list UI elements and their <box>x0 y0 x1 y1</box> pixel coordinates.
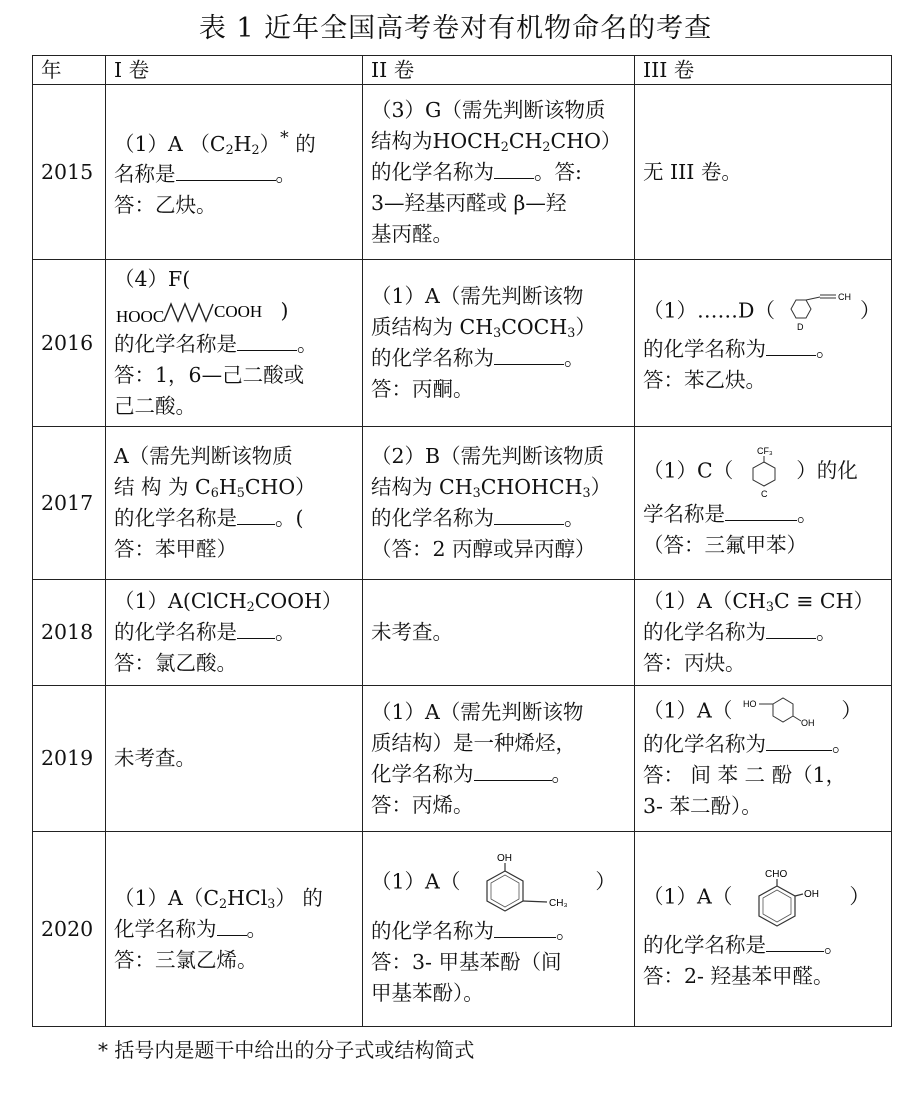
cell-2018-paper-3: $(1)A(CH_3C \equiv CH)$ 的化学名称为 。 答：丙炔。 <box>635 580 892 686</box>
svg-text:CF₃: CF₃ <box>756 446 773 456</box>
phenylacetylene-structure <box>782 290 854 334</box>
table-row-2015 <box>33 85 892 260</box>
answer-blank <box>494 918 556 937</box>
svg-text:OH: OH <box>496 852 512 864</box>
year-cell: 2016 <box>33 260 106 427</box>
cell-2020-paper-1: $(1)A(C_2HCl_3)$ 的 化学名称为 。 答：三氯乙烯。 <box>106 832 363 1027</box>
table-title: 表 1 近年全国高考卷对有机物命名的考查 <box>198 13 713 44</box>
cell-2019-paper-3: （1）A（ HO OH ） 的化学名称为 。 答： 间 苯 二 酚（1， 3- 苯二酚）。 <box>635 686 892 832</box>
salicylaldehyde-structure <box>739 866 843 930</box>
svg-text:COOH: COOH <box>214 302 263 321</box>
year-cell: 2017 <box>33 427 106 580</box>
answer-blank <box>766 620 816 639</box>
cell-2015-paper-2: （3）G（需先判断该物质 结构为$HOCH_2CH_2CHO$） 的化学名称为 。答: 3—羟基丙醛或 β—羟 基丙醛。 <box>363 85 635 260</box>
trifluorotoluene-structure <box>740 445 790 499</box>
header-paper-2: II 卷 <box>363 56 635 85</box>
svg-text:C: C <box>760 489 768 499</box>
cell-2016-paper-1: （4）F( HOOC COOH ) 的化学名称是 。 答：1，6—己二酸或 己二酸。 <box>106 260 363 427</box>
exam-table <box>32 55 892 1027</box>
header-row <box>33 56 892 85</box>
svg-text:HOOC: HOOC <box>116 307 165 326</box>
cell-2019-paper-1: 未考查。 <box>106 686 363 832</box>
answer-blank <box>494 506 564 525</box>
answer-blank <box>217 916 247 935</box>
svg-text:CH: CH <box>837 292 851 302</box>
cell-2015-paper-3: 无 III 卷。 <box>635 85 892 260</box>
year-cell: 2018 <box>33 580 106 686</box>
cell-2016-paper-2: （1）A（需先判断该物 质结构为 $CH_3COCH_3$） 的化学名称为 。 答：丙酮。 <box>363 260 635 427</box>
answer-blank <box>176 162 276 181</box>
cell-2020-paper-2: （1）A（ OH CH₃ ） 的化学名称为 。 答：3- 甲基苯酚（间 甲基苯酚）。 <box>363 832 635 1027</box>
cell-2017-paper-1: A（需先判断该物质 结 构 为 $C_6H_5CHO$） 的化学名称是 。( 答：苯甲醛） <box>106 427 363 580</box>
cell-2015-paper-1: （1）A $(C_2H_2)^*$ 的 名称是 。 答：乙炔。 <box>106 85 363 260</box>
cell-2016-paper-3: （1）……D（ CH D ） 的化学名称为 。 答：苯乙炔。 <box>635 260 892 427</box>
answer-blank <box>237 620 275 639</box>
table-row-2020 <box>33 832 892 1027</box>
answer-blank <box>237 332 297 351</box>
table-row-2016 <box>33 260 892 427</box>
answer-blank <box>725 502 797 521</box>
svg-text:D: D <box>796 322 804 332</box>
header-paper-1: I 卷 <box>106 56 363 85</box>
header-paper-3: III 卷 <box>635 56 892 85</box>
cell-2018-paper-1: （1）A(ClCH$_2$COOH） 的化学名称是 。 答：氯乙酸。 <box>106 580 363 686</box>
asterisk: * <box>280 127 289 148</box>
cell-2020-paper-3: （1）A（ CHO OH ） 的化学名称是 。 答：2- 羟基苯甲醛。 <box>635 832 892 1027</box>
answer-blank <box>494 159 534 178</box>
answer-blank <box>766 732 832 751</box>
cell-2017-paper-2: （2）B（需先判断该物质 结构为 $CH_3CHOHCH_3$） 的化学名称为 。 （答：2 丙醇或异丙醇） <box>363 427 635 580</box>
year-cell: 2019 <box>33 686 106 832</box>
svg-text:HO: HO <box>742 699 757 709</box>
svg-text:CH₃: CH₃ <box>548 897 568 909</box>
answer-blank <box>237 506 275 525</box>
svg-text:OH: OH <box>800 718 815 728</box>
table-row-2019 <box>33 686 892 832</box>
resorcinol-structure <box>739 695 835 729</box>
answer-blank <box>474 761 552 780</box>
year-cell: 2015 <box>33 85 106 260</box>
adipic-acid-structure <box>114 295 274 329</box>
m-cresol-structure <box>467 850 589 916</box>
cell-2018-paper-2: 未考查。 <box>363 580 635 686</box>
answer-blank <box>494 346 564 365</box>
table-row-2017 <box>33 427 892 580</box>
header-year: 年 <box>33 56 106 85</box>
answer-blank <box>766 933 824 952</box>
answer-blank <box>766 337 816 356</box>
cell-2017-paper-3: （1）C（ CF₃ C ）的化 学名称是 。 （答：三氟甲苯） <box>635 427 892 580</box>
year-cell: 2020 <box>33 832 106 1027</box>
svg-text:OH: OH <box>803 889 819 900</box>
cell-2019-paper-2: （1）A（需先判断该物 质结构）是一种烯烃， 化学名称为 。 答：丙烯。 <box>363 686 635 832</box>
svg-text:CHO: CHO <box>764 869 788 880</box>
table-row-2018 <box>33 580 892 686</box>
footnote: * 括号内是题干中给出的分子式或结构简式 <box>98 1038 475 1062</box>
